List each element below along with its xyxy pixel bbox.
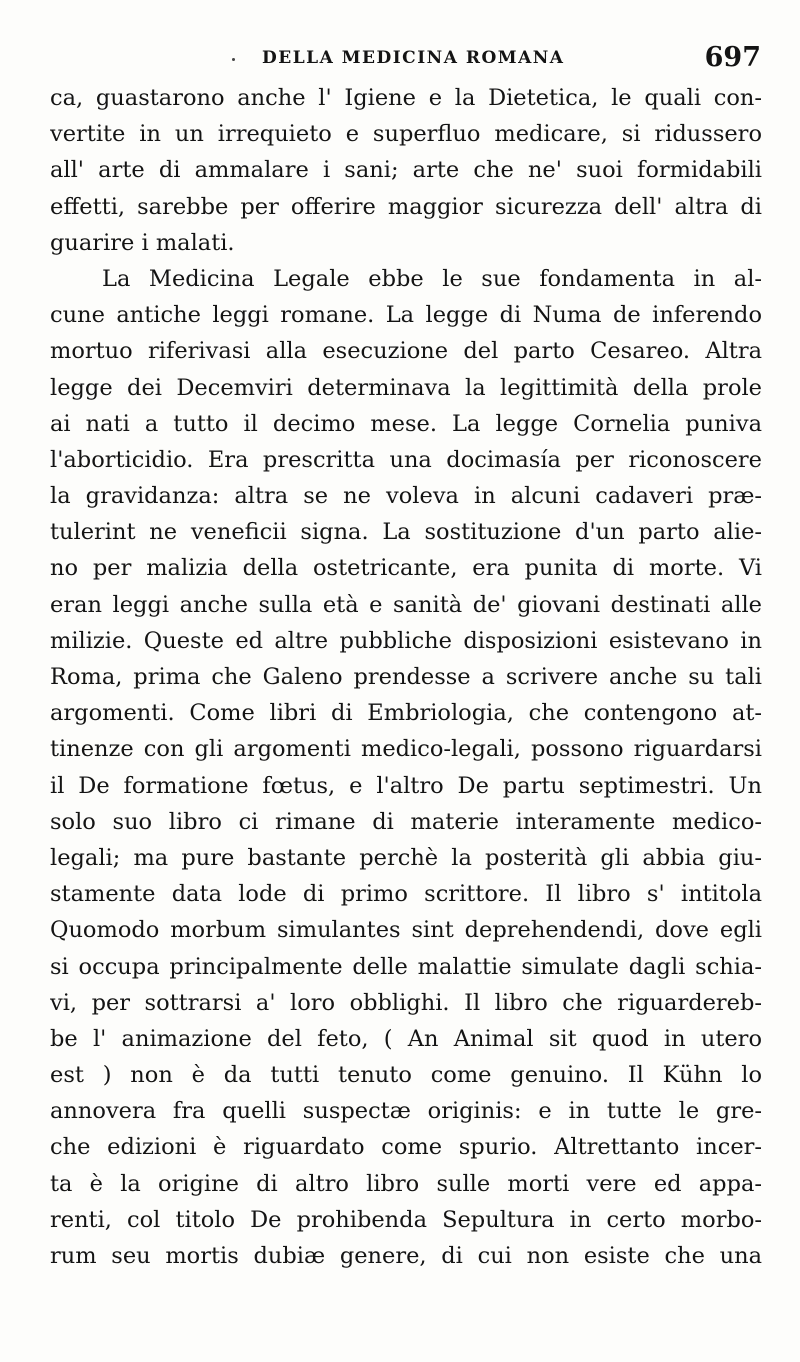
text-line: Quomodo morbum simulantes sint deprehendendi, dove egli (50, 917, 762, 944)
text-line: legge dei Decemviri determinava la legittimità della prole (50, 374, 762, 401)
text-line: be l' animazione del feto, ( An Animal sit quod in utero (50, 1025, 762, 1052)
text-line: legali; ma pure bastante perchè la posterità gli abbia giu- (50, 844, 762, 871)
text-line: guarire i malati. (50, 229, 235, 256)
text-line: che edizioni è riguardato come spurio. Altrettanto incer- (50, 1134, 762, 1161)
text-line: vi, per sottrarsi a' loro obblighi. Il libro che riguardereb- (50, 989, 762, 1016)
text-line: no per malizia della ostetricante, era punita di morte. Vi (50, 555, 762, 582)
text-line: eran leggi anche sulla età e sanità de' giovani destinati alle (50, 591, 762, 618)
text-line: ca, guastarono anche l' Igiene e la Dietetica, le quali con- (50, 85, 762, 111)
text-line: solo suo libro ci rimane di materie interamente medico- (50, 808, 762, 835)
page-header (50, 42, 765, 78)
text-line: tulerint ne veneficii signa. La sostituzione d'un parto alie- (50, 519, 762, 546)
text-line: Roma, prima che Galeno prendesse a scrivere anche su tali (50, 664, 762, 690)
text-line: effetti, sarebbe per offerire maggior sicurezza dell' altra di (50, 193, 762, 220)
text-line: si occupa principalmente delle malattie simulate dagli schia- (50, 953, 762, 980)
text-line: mortuo riferivasi alla esecuzione del parto Cesareo. Altra (50, 338, 762, 365)
text-line: vertite in un irrequieto e superfluo medicare, si ridussero (50, 121, 762, 148)
text-line: tinenze con gli argomenti medico-legali, possono riguardarsi (50, 736, 762, 763)
text-line: est ) non è da tutti tenuto come genuino. Il Kühn lo (50, 1062, 762, 1089)
body-text (50, 80, 762, 1274)
text-line: l'aborticidio. Era prescritta una docimasía per riconoscere (50, 446, 762, 473)
text-line: La Medicina Legale ebbe le sue fondamenta in al- (102, 265, 762, 292)
text-line: il De formatione fœtus, e l'altro De partu septimestri. Un (50, 772, 762, 799)
text-line: ai nati a tutto il decimo mese. La legge Cornelia puniva (50, 410, 762, 437)
text-line: all' arte di ammalare i sani; arte che ne' suoi formidabili (50, 157, 762, 184)
text-line: cune antiche leggi romane. La legge di Numa de inferendo (50, 302, 762, 329)
text-line: ta è la origine di altro libro sulle morti vere ed appa- (50, 1170, 762, 1197)
text-line: rum seu mortis dubiæ genere, di cui non esiste che una (50, 1243, 762, 1269)
page-number: 697 (704, 42, 761, 73)
text-line: milizie. Queste ed altre pubbliche disposizioni esistevano in (50, 627, 762, 654)
text-line: argomenti. Come libri di Embriologia, che contengono at- (50, 700, 762, 727)
text-line: la gravidanza: altra se ne voleva in alcuni cadaveri præ- (50, 483, 762, 510)
text-line: renti, col titolo De prohibenda Sepultura in certo morbo- (50, 1206, 762, 1233)
text-line: annovera fra quelli suspectæ originis: e in tutte le gre- (50, 1098, 762, 1125)
running-head: DELLA MEDICINA ROMANA (262, 48, 565, 68)
text-line: stamente data lode di primo scrittore. Il libro s' intitola (50, 881, 762, 908)
